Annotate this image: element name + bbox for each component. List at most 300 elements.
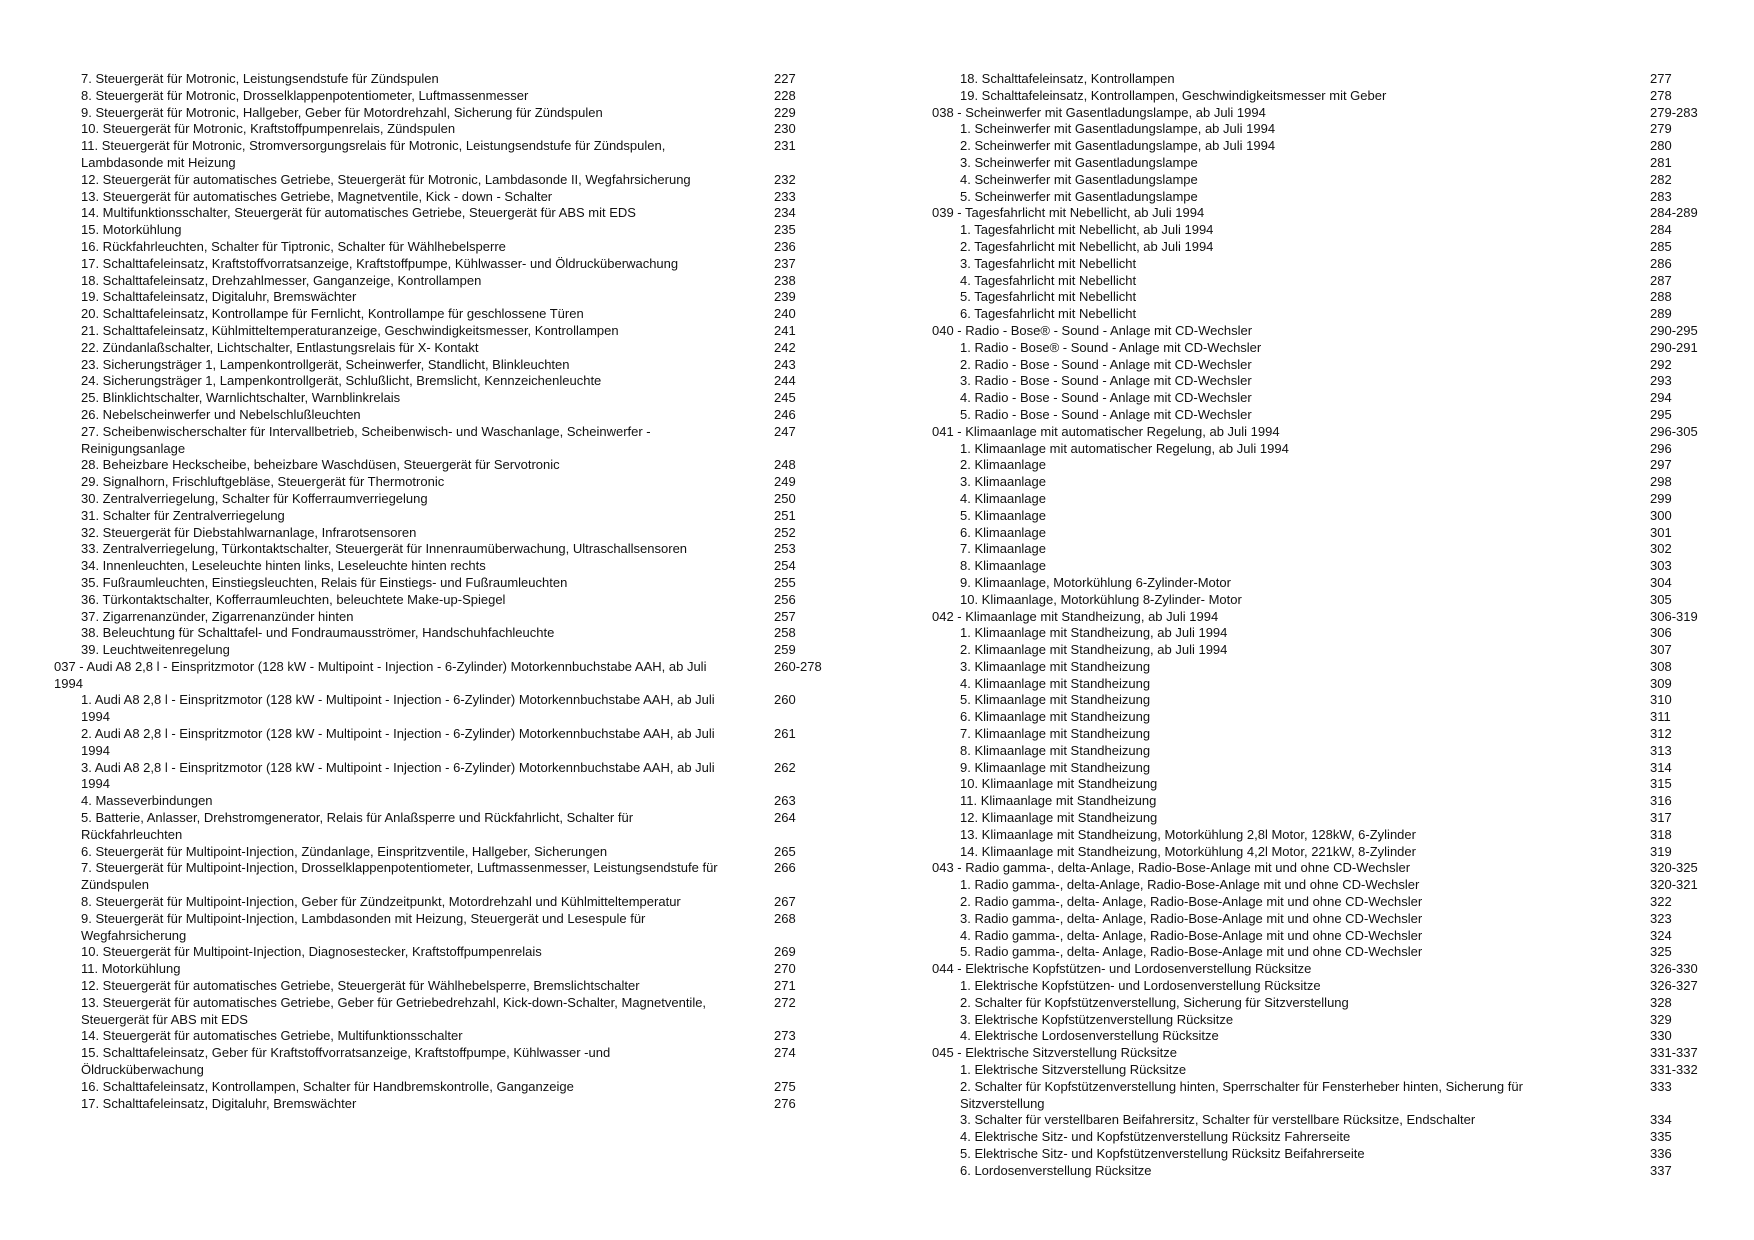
toc-entry-page: 290-291: [1650, 339, 1698, 355]
toc-entry-page: 254: [774, 558, 796, 574]
toc-entry-title: 1. Klimaanlage mit automatischer Regelung, ab Juli 1994: [960, 440, 1289, 456]
toc-entry-page: 236: [774, 238, 796, 254]
toc-entry: [932, 575, 1722, 592]
toc-entry-title: 18. Schalttafeleinsatz, Kontrollampen: [960, 71, 1175, 86]
toc-entry: [932, 357, 1722, 374]
toc-entry-page: 263: [774, 793, 796, 809]
toc-entry: [932, 525, 1722, 542]
toc-entry-page: 257: [774, 608, 796, 624]
toc-entry-title: 14. Steuergerät für automatisches Getriebe, Multifunktionsschalter: [81, 1028, 463, 1044]
toc-entry-title: 4. Tagesfahrlicht mit Nebellicht: [960, 272, 1137, 288]
toc-entry: [932, 189, 1722, 206]
toc-entry: [932, 760, 1722, 777]
toc-entry-page: 281: [1650, 154, 1672, 170]
toc-entry: [932, 172, 1722, 189]
toc-entry-page: 284-289: [1650, 205, 1698, 221]
toc-entry-title: 12. Steuergerät für automatisches Getriebe, Steuergerät für Motronic, Lambdasonde II, Wegfahrsicherung: [81, 171, 691, 187]
toc-entry-page: 253: [774, 541, 796, 557]
toc-entry: [932, 810, 1722, 827]
toc-entry-page: 334: [1650, 1112, 1672, 1128]
toc-entry-page: 258: [774, 625, 796, 641]
toc-entry-page: 325: [1650, 944, 1672, 960]
toc-entry-title: 20. Schalttafeleinsatz, Kontrollampe für Fernlicht, Kontrollampe für geschlossene Türen: [81, 306, 584, 322]
toc-entry: [932, 390, 1722, 407]
toc-entry-page: 241: [774, 322, 796, 338]
toc-entry: [54, 71, 844, 88]
toc-entry-page: 274: [774, 1045, 796, 1061]
toc-entry-page: 289: [1650, 306, 1672, 322]
toc-entry-title: 7. Steuergerät für Motronic, Leistungsendstufe für Zündspulen: [81, 71, 439, 86]
toc-entry: [54, 541, 844, 558]
toc-entry-title: 3. Tagesfahrlicht mit Nebellicht: [960, 255, 1137, 271]
toc-entry-page: 256: [774, 591, 796, 607]
toc-entry-title: 15. Schalttafeleinsatz, Geber für Kraftstoffvorratsanzeige, Kraftstoffpumpe, Kühlwasser -und Öldrucküberwachung: [81, 1045, 611, 1078]
toc-entry-page: 320-321: [1650, 877, 1698, 893]
toc-entry-page: 331-332: [1650, 1062, 1698, 1078]
toc-entry-page: 268: [774, 910, 796, 926]
toc-entry-title: 1. Scheinwerfer mit Gasentladungslampe, ab Juli 1994: [960, 121, 1276, 137]
toc-entry: [54, 189, 844, 206]
toc-entry-title: 2. Klimaanlage mit Standheizung, ab Juli 1994: [960, 642, 1228, 658]
toc-entry: [54, 172, 844, 189]
toc-entry-page: 271: [774, 978, 796, 994]
toc-entry: [54, 289, 844, 306]
toc-entry-title: 2. Schalter für Kopfstützenverstellung, Sicherung für Sitzverstellung: [960, 994, 1349, 1010]
toc-entry-title: 4. Elektrische Lordosenverstellung Rücksitze: [960, 1028, 1219, 1044]
toc-entry-page: 312: [1650, 726, 1672, 742]
toc-entry-page: 275: [774, 1078, 796, 1094]
toc-entry: [932, 541, 1722, 558]
toc-entry-page: 252: [774, 524, 796, 540]
toc-entry-title: 037 - Audi A8 2,8 l - Einspritzmotor (128 kW - Multipoint - Injection - 6-Zylinder) Motorkennbuchstabe AAH, ab Juli 1994: [54, 658, 707, 691]
toc-entry: [54, 273, 844, 290]
toc-entry: [932, 289, 1722, 306]
toc-entry: [932, 1129, 1722, 1146]
toc-entry-page: 244: [774, 373, 796, 389]
toc-entry-page: 333: [1650, 1078, 1672, 1094]
toc-entry: [54, 508, 844, 525]
toc-entry: [932, 659, 1722, 676]
toc-entry-page: 246: [774, 406, 796, 422]
toc-entry-title: 19. Schalttafeleinsatz, Kontrollampen, Geschwindigkeitsmesser mit Geber: [960, 87, 1387, 103]
toc-entry-page: 260: [774, 692, 796, 708]
toc-entry-title: 3. Elektrische Kopfstützenverstellung Rücksitze: [960, 1011, 1234, 1027]
toc-entry: [54, 575, 844, 592]
toc-entry-title: 27. Scheibenwischerschalter für Intervallbetrieb, Scheibenwisch- und Waschanlage, Scheinwerfer - Reinigungsanlage: [81, 423, 651, 456]
toc-entry: [54, 323, 844, 340]
toc-entry: [54, 525, 844, 542]
toc-entry-title: 10. Steuergerät für Motronic, Kraftstoffpumpenrelais, Zündspulen: [81, 121, 456, 137]
toc-entry: [932, 592, 1722, 609]
toc-entry-page: 284: [1650, 222, 1672, 238]
toc-entry-page: 335: [1650, 1129, 1672, 1145]
toc-entry: [932, 928, 1722, 945]
toc-entry-title: 1. Tagesfahrlicht mit Nebellicht, ab Juli 1994: [960, 222, 1214, 238]
toc-entry: [54, 944, 844, 961]
toc-entry-page: 279-283: [1650, 104, 1698, 120]
toc-entry-title: 18. Schalttafeleinsatz, Drehzahlmesser, Ganganzeige, Kontrollampen: [81, 272, 482, 288]
toc-entry: [54, 609, 844, 626]
toc-entry-page: 255: [774, 574, 796, 590]
toc-entry-page: 313: [1650, 742, 1672, 758]
toc-entry: [932, 709, 1722, 726]
toc-entry-title: 19. Schalttafeleinsatz, Digitaluhr, Bremswächter: [81, 289, 357, 305]
toc-entry: [932, 508, 1722, 525]
toc-entry: [54, 424, 844, 458]
toc-entry-title: 2. Scheinwerfer mit Gasentladungslampe, ab Juli 1994: [960, 138, 1276, 154]
toc-entry: [54, 457, 844, 474]
toc-entry-title: 4. Klimaanlage: [960, 490, 1046, 506]
toc-entry-title: 30. Zentralverriegelung, Schalter für Kofferraumverriegelung: [81, 490, 428, 506]
toc-entry: [932, 256, 1722, 273]
toc-entry-page: 260-278: [774, 658, 822, 674]
toc-entry-title: 1. Radio - Bose® - Sound - Anlage mit CD-Wechsler: [960, 339, 1262, 355]
toc-entry-title: 5. Radio gamma-, delta- Anlage, Radio-Bose-Anlage mit und ohne CD-Wechsler: [960, 944, 1423, 960]
toc-entry-page: 276: [774, 1095, 796, 1111]
toc-entry: [932, 911, 1722, 928]
toc-entry: [54, 390, 844, 407]
toc-entry: [932, 625, 1722, 642]
toc-entry: [54, 860, 844, 894]
toc-entry-page: 286: [1650, 255, 1672, 271]
toc-entry-title: 4. Elektrische Sitz- und Kopfstützenverstellung Rücksitz Fahrerseite: [960, 1129, 1351, 1145]
toc-entry-title: 9. Klimaanlage mit Standheizung: [960, 759, 1151, 775]
toc-entry-title: 16. Schalttafeleinsatz, Kontrollampen, Schalter für Handbremskontrolle, Ganganzeige: [81, 1078, 574, 1094]
toc-entry-page: 290-295: [1650, 322, 1698, 338]
toc-entry-title: 2. Radio - Bose - Sound - Anlage mit CD-Wechsler: [960, 356, 1252, 372]
toc-entry: [932, 877, 1722, 894]
toc-entry-page: 297: [1650, 457, 1672, 473]
toc-entry-page: 315: [1650, 776, 1672, 792]
toc-entry: [932, 642, 1722, 659]
toc-entry-title: 3. Scheinwerfer mit Gasentladungslampe: [960, 154, 1198, 170]
toc-entry-title: 39. Leuchtweitenregelung: [81, 642, 230, 658]
toc-entry-page: 235: [774, 222, 796, 238]
toc-entry-page: 294: [1650, 390, 1672, 406]
toc-entry-title: 4. Radio - Bose - Sound - Anlage mit CD-Wechsler: [960, 390, 1252, 406]
toc-entry: [54, 961, 844, 978]
toc-entry-title: 4. Radio gamma-, delta- Anlage, Radio-Bose-Anlage mit und ohne CD-Wechsler: [960, 927, 1423, 943]
toc-section-heading: [932, 105, 1722, 122]
toc-entry: [932, 155, 1722, 172]
toc-entry-title: 12. Klimaanlage mit Standheizung: [960, 810, 1158, 826]
toc-entry: [932, 1012, 1722, 1029]
toc-entry-page: 288: [1650, 289, 1672, 305]
toc-entry-page: 242: [774, 339, 796, 355]
toc-entry: [932, 995, 1722, 1012]
toc-entry-title: 2. Radio gamma-, delta- Anlage, Radio-Bose-Anlage mit und ohne CD-Wechsler: [960, 894, 1423, 910]
toc-entry-page: 250: [774, 490, 796, 506]
toc-entry: [932, 407, 1722, 424]
toc-entry-page: 329: [1650, 1011, 1672, 1027]
toc-entry-title: 9. Steuergerät für Motronic, Hallgeber, Geber für Motordrehzahl, Sicherung für Zündspulen: [81, 104, 603, 120]
toc-entry-page: 302: [1650, 541, 1672, 557]
toc-entry-page: 296: [1650, 440, 1672, 456]
toc-entry-title: 6. Klimaanlage mit Standheizung: [960, 709, 1151, 725]
toc-entry-page: 309: [1650, 675, 1672, 691]
toc-entry: [54, 256, 844, 273]
toc-entry-page: 282: [1650, 171, 1672, 187]
toc-entry: [54, 306, 844, 323]
toc-entry-page: 317: [1650, 810, 1672, 826]
toc-entry-page: 300: [1650, 507, 1672, 523]
toc-entry-title: 10. Steuergerät für Multipoint-Injection, Diagnosestecker, Kraftstoffpumpenrelais: [81, 944, 542, 960]
toc-entry-page: 277: [1650, 71, 1672, 86]
toc-entry-title: 043 - Radio gamma-, delta-Anlage, Radio-Bose-Anlage mit und ohne CD-Wechsler: [932, 860, 1411, 876]
toc-entry-page: 228: [774, 87, 796, 103]
toc-left-column: [54, 71, 844, 1112]
toc-entry-page: 273: [774, 1028, 796, 1044]
toc-entry: [54, 894, 844, 911]
toc-entry-page: 251: [774, 507, 796, 523]
toc-entry: [932, 71, 1722, 88]
toc-entry: [932, 558, 1722, 575]
toc-entry-title: 3. Radio - Bose - Sound - Anlage mit CD-Wechsler: [960, 373, 1252, 389]
toc-entry: [54, 105, 844, 122]
toc-entry: [54, 592, 844, 609]
toc-entry-title: 9. Steuergerät für Multipoint-Injection, Lambdasonden mit Heizung, Steuergerät und Lesespule für Wegfahrsicherung: [81, 910, 646, 943]
toc-entry-title: 31. Schalter für Zentralverriegelung: [81, 507, 285, 523]
toc-entry-title: 10. Klimaanlage mit Standheizung: [960, 776, 1158, 792]
toc-entry-title: 8. Klimaanlage: [960, 558, 1046, 574]
toc-entry: [932, 1079, 1722, 1113]
toc-entry: [932, 273, 1722, 290]
toc-entry-title: 38. Beleuchtung für Schalttafel- und Fondraumausströmer, Handschuhfachleuchte: [81, 625, 555, 641]
toc-entry-page: 323: [1650, 910, 1672, 926]
toc-entry-title: 11. Motorkühlung: [81, 961, 181, 977]
toc-section-heading: [54, 659, 844, 693]
toc-entry-page: 261: [774, 726, 796, 742]
toc-entry-title: 6. Tagesfahrlicht mit Nebellicht: [960, 306, 1137, 322]
toc-entry-page: 319: [1650, 843, 1672, 859]
toc-entry-title: 7. Klimaanlage: [960, 541, 1046, 557]
toc-section-heading: [932, 961, 1722, 978]
toc-entry-title: 17. Schalttafeleinsatz, Digitaluhr, Bremswächter: [81, 1095, 357, 1111]
toc-entry-page: 287: [1650, 272, 1672, 288]
toc-entry-title: 1. Klimaanlage mit Standheizung, ab Juli 1994: [960, 625, 1228, 641]
toc-entry-page: 318: [1650, 826, 1672, 842]
toc-entry-title: 5. Klimaanlage mit Standheizung: [960, 692, 1151, 708]
toc-entry-title: 34. Innenleuchten, Leseleuchte hinten links, Leseleuchte hinten rechts: [81, 558, 486, 574]
toc-entry: [932, 1163, 1722, 1180]
toc-entry-title: 21. Schalttafeleinsatz, Kühlmitteltemperaturanzeige, Geschwindigkeitsmesser, Kontrollampen: [81, 322, 619, 338]
toc-entry-page: 328: [1650, 994, 1672, 1010]
toc-entry: [932, 121, 1722, 138]
toc-entry: [932, 743, 1722, 760]
toc-entry-page: 299: [1650, 490, 1672, 506]
toc-entry-title: 26. Nebelscheinwerfer und Nebelschlußleuchten: [81, 406, 361, 422]
toc-section-heading: [932, 860, 1722, 877]
toc-entry: [932, 441, 1722, 458]
toc-entry-page: 298: [1650, 474, 1672, 490]
toc-entry-title: 10. Klimaanlage, Motorkühlung 8-Zylinder- Motor: [960, 591, 1242, 607]
toc-entry: [54, 357, 844, 374]
toc-entry: [932, 726, 1722, 743]
toc-entry-page: 264: [774, 810, 796, 826]
toc-entry: [54, 205, 844, 222]
toc-entry-title: 23. Sicherungsträger 1, Lampenkontrollgerät, Scheinwerfer, Standlicht, Blinkleuchten: [81, 356, 570, 372]
toc-entry-title: 6. Klimaanlage: [960, 524, 1046, 540]
toc-entry-page: 311: [1650, 709, 1671, 725]
toc-entry-title: 37. Zigarrenanzünder, Zigarrenanzünder hinten: [81, 608, 354, 624]
toc-entry-page: 303: [1650, 558, 1672, 574]
toc-entry-page: 248: [774, 457, 796, 473]
toc-entry: [932, 978, 1722, 995]
toc-entry: [54, 1096, 844, 1113]
toc-entry-title: 35. Fußraumleuchten, Einstiegsleuchten, Relais für Einstiegs- und Fußraumleuchten: [81, 574, 568, 590]
toc-entry-title: 8. Steuergerät für Motronic, Drosselklappenpotentiometer, Luftmassenmesser: [81, 87, 529, 103]
toc-entry: [54, 373, 844, 390]
toc-entry-page: 293: [1650, 373, 1672, 389]
toc-entry: [54, 692, 844, 726]
toc-entry: [54, 1045, 844, 1079]
toc-entry: [54, 138, 844, 172]
toc-entry: [932, 894, 1722, 911]
toc-entry: [54, 642, 844, 659]
toc-entry-title: 1. Radio gamma-, delta-Anlage, Radio-Bose-Anlage mit und ohne CD-Wechsler: [960, 877, 1420, 893]
toc-entry-page: 331-337: [1650, 1045, 1698, 1061]
toc-entry-page: 326-330: [1650, 961, 1698, 977]
toc-entry: [932, 239, 1722, 256]
toc-section-heading: [932, 424, 1722, 441]
toc-entry-title: 32. Steuergerät für Diebstahlwarnanlage, Infrarotsensoren: [81, 524, 417, 540]
toc-entry-page: 308: [1650, 658, 1672, 674]
toc-entry-page: 237: [774, 255, 796, 271]
toc-entry-page: 231: [774, 138, 796, 154]
toc-entry: [54, 844, 844, 861]
toc-section-heading: [932, 323, 1722, 340]
toc-entry-title: 040 - Radio - Bose® - Sound - Anlage mit CD-Wechsler: [932, 322, 1253, 338]
toc-entry-title: 2. Audi A8 2,8 l - Einspritzmotor (128 kW - Multipoint - Injection - 6-Zylinder) Motorkennbuchstabe AAH, ab Juli 1994: [81, 726, 715, 758]
toc-entry-page: 316: [1650, 793, 1672, 809]
toc-entry-title: 14. Klimaanlage mit Standheizung, Motorkühlung 4,2l Motor, 221kW, 8-Zylinder: [960, 843, 1416, 859]
toc-entry-page: 279: [1650, 121, 1672, 137]
toc-entry-title: 17. Schalttafeleinsatz, Kraftstoffvorratsanzeige, Kraftstoffpumpe, Kühlwasser- und Öldrucküberwachung: [81, 255, 679, 271]
toc-entry-title: 044 - Elektrische Kopfstützen- und Lordosenverstellung Rücksitze: [932, 961, 1312, 977]
toc-entry: [54, 474, 844, 491]
toc-entry-title: 11. Klimaanlage mit Standheizung: [960, 793, 1157, 809]
toc-entry: [54, 121, 844, 138]
toc-entry-title: 5. Radio - Bose - Sound - Anlage mit CD-Wechsler: [960, 406, 1252, 422]
toc-entry-title: 14. Multifunktionsschalter, Steuergerät für automatisches Getriebe, Steuergerät für ABS mit EDS: [81, 205, 636, 221]
toc-entry: [932, 491, 1722, 508]
toc-entry-title: 4. Klimaanlage mit Standheizung: [960, 675, 1151, 691]
toc-entry: [932, 1028, 1722, 1045]
toc-entry-page: 243: [774, 356, 796, 372]
toc-entry: [54, 222, 844, 239]
toc-entry: [932, 340, 1722, 357]
toc-entry-title: 1. Audi A8 2,8 l - Einspritzmotor (128 kW - Multipoint - Injection - 6-Zylinder) Motorkennbuchstabe AAH, ab Juli 1994: [81, 692, 715, 725]
toc-entry: [932, 944, 1722, 961]
toc-entry: [54, 726, 844, 760]
toc-entry-page: 245: [774, 390, 796, 406]
toc-entry: [932, 1062, 1722, 1079]
toc-entry-page: 296-305: [1650, 423, 1698, 439]
toc-entry-title: 13. Steuergerät für automatisches Getriebe, Magnetventile, Kick - down - Schalter: [81, 188, 553, 204]
toc-entry: [932, 1146, 1722, 1163]
toc-entry-page: 304: [1650, 574, 1672, 590]
toc-entry-page: 249: [774, 474, 796, 490]
toc-entry-page: 306: [1650, 625, 1672, 641]
toc-entry-page: 259: [774, 642, 796, 658]
toc-entry-title: 2. Tagesfahrlicht mit Nebellicht, ab Juli 1994: [960, 238, 1214, 254]
toc-entry-page: 227: [774, 71, 796, 86]
toc-entry-title: 2. Schalter für Kopfstützenverstellung hinten, Sperrschalter für Fensterheber hinten, Sicherung für Sitzverstellung: [960, 1078, 1523, 1111]
toc-entry-page: 270: [774, 961, 796, 977]
toc-entry-page: 336: [1650, 1146, 1672, 1161]
toc-entry: [54, 760, 844, 794]
toc-entry-page: 238: [774, 272, 796, 288]
toc-entry-page: 267: [774, 894, 796, 910]
toc-entry-title: 3. Klimaanlage mit Standheizung: [960, 658, 1151, 674]
toc-section-heading: [932, 609, 1722, 626]
toc-entry-page: 272: [774, 994, 796, 1010]
toc-entry-title: 5. Tagesfahrlicht mit Nebellicht: [960, 289, 1137, 305]
toc-entry-title: 3. Audi A8 2,8 l - Einspritzmotor (128 kW - Multipoint - Injection - 6-Zylinder) Motorkennbuchstabe AAH, ab Juli 1994: [81, 759, 715, 792]
toc-entry-page: 314: [1650, 759, 1672, 775]
toc-entry: [54, 88, 844, 105]
toc-entry-title: 13. Steuergerät für automatisches Getriebe, Geber für Getriebedrehzahl, Kick-down-Schalter, Magnetventile, Steuergerät für ABS mit EDS: [81, 994, 707, 1027]
toc-entry-title: 041 - Klimaanlage mit automatischer Regelung, ab Juli 1994: [932, 423, 1280, 439]
toc-entry-title: 36. Türkontaktschalter, Kofferraumleuchten, beleuchtete Make-up-Spiegel: [81, 591, 506, 607]
toc-entry-title: 22. Zündanlaßschalter, Lichtschalter, Entlastungsrelais für X- Kontakt: [81, 339, 479, 355]
toc-entry-title: 29. Signalhorn, Frischluftgebläse, Steuergerät für Thermotronic: [81, 474, 445, 490]
toc-entry-title: 038 - Scheinwerfer mit Gasentladungslampe, ab Juli 1994: [932, 104, 1266, 120]
toc-entry-title: 5. Batterie, Anlasser, Drehstromgenerator, Relais für Anlaßsperre und Rückfahrlicht, Schalter für Rückfahrleuchten: [81, 810, 634, 842]
toc-entry: [932, 827, 1722, 844]
toc-entry-page: 269: [774, 944, 796, 960]
toc-section-heading: [932, 1045, 1722, 1062]
toc-entry-title: 33. Zentralverriegelung, Türkontaktschalter, Steuergerät für Innenraumüberwachung, Ultraschallsensoren: [81, 541, 688, 557]
toc-entry-title: 5. Klimaanlage: [960, 507, 1046, 523]
toc-entry-page: 262: [774, 759, 796, 775]
toc-entry-page: 292: [1650, 356, 1672, 372]
toc-entry: [54, 995, 844, 1029]
toc-entry: [932, 373, 1722, 390]
toc-entry-title: 1. Elektrische Sitzverstellung Rücksitze: [960, 1062, 1187, 1078]
toc-entry: [932, 88, 1722, 105]
toc-entry-page: 283: [1650, 188, 1672, 204]
toc-entry-page: 324: [1650, 927, 1672, 943]
toc-entry-page: 337: [1650, 1162, 1672, 1178]
toc-entry: [932, 222, 1722, 239]
toc-entry-page: 310: [1650, 692, 1672, 708]
toc-entry: [54, 491, 844, 508]
toc-entry-page: 266: [774, 860, 796, 876]
toc-entry: [932, 793, 1722, 810]
toc-entry-title: 12. Steuergerät für automatisches Getriebe, Steuergerät für Wählhebelsperre, Bremslichtschalter: [81, 978, 640, 994]
toc-entry: [932, 776, 1722, 793]
toc-entry-title: 1. Elektrische Kopfstützen- und Lordosenverstellung Rücksitze: [960, 978, 1321, 994]
toc-right-column: [932, 71, 1722, 1180]
toc-entry: [54, 407, 844, 424]
toc-entry: [54, 625, 844, 642]
toc-entry-title: 28. Beheizbare Heckscheibe, beheizbare Waschdüsen, Steuergerät für Servotronic: [81, 457, 560, 473]
toc-entry-page: 265: [774, 843, 796, 859]
toc-entry-title: 2. Klimaanlage: [960, 457, 1046, 473]
toc-entry: [932, 844, 1722, 861]
toc-section-heading: [932, 205, 1722, 222]
toc-entry-title: 042 - Klimaanlage mit Standheizung, ab Juli 1994: [932, 608, 1219, 624]
toc-entry-page: 295: [1650, 406, 1672, 422]
toc-entry: [54, 1028, 844, 1045]
toc-entry: [54, 340, 844, 357]
toc-entry: [932, 692, 1722, 709]
toc-entry-page: 305: [1650, 591, 1672, 607]
toc-entry: [932, 474, 1722, 491]
toc-entry-page: 233: [774, 188, 796, 204]
toc-entry-title: 4. Masseverbindungen: [81, 793, 213, 809]
